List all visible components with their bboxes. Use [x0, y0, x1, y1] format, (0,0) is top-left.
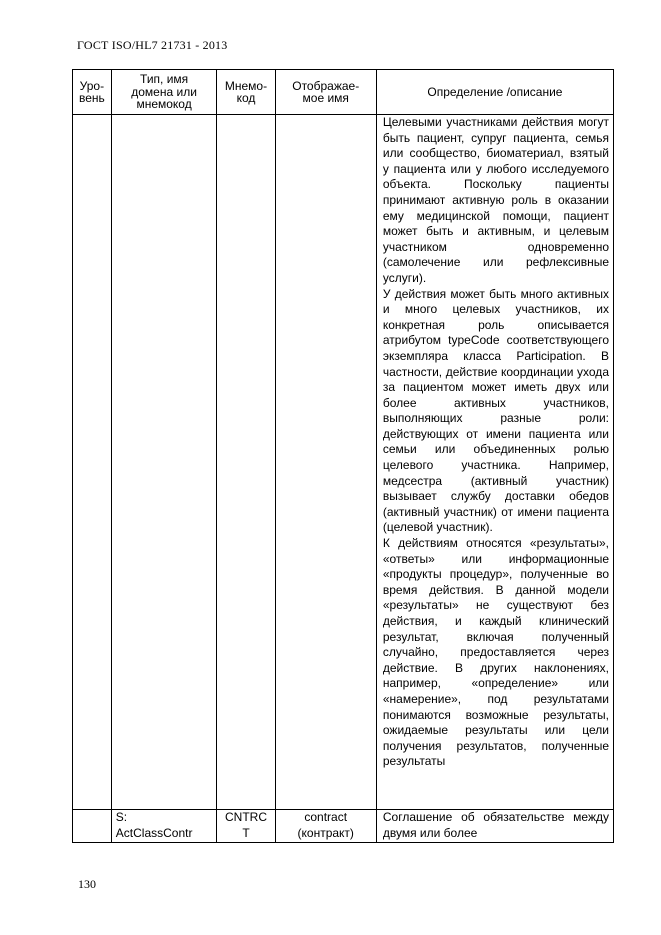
description-paragraph: К действиям относятся «результаты», «ответы» или информационные «продукты процедур», полученные во время действия. В данной модели «результаты» не существуют без действия, и каждый клинический результат, включая полученный случайно, предоставляется через действие. В других наклонениях, например, «определение» или «намерение», под результатами понимаются возможные результаты, ожидаемые результаты или цели получения результатов, полученные результаты [382, 536, 609, 769]
description-paragraph: Целевыми участниками действия могут быть пациент, супруг пациента, семья или сообщество, биоматериал, взятый у пациента или у любого исследуемого объекта. Поскольку пациенты принимают активную роль в оказании ему медицинской помощи, пациент может быть и активным, и целевым участником одновременно (самолечение или рефлексивные услуги). [382, 115, 609, 285]
page-number: 130 [78, 877, 96, 891]
table-header-row [73, 70, 614, 115]
header-level: Уро- вень [73, 70, 112, 115]
spec-table [72, 69, 614, 843]
document-header: ГОСТ ISO/HL7 21731 - 2013 [77, 38, 228, 52]
cell-display: contract (контракт) [275, 810, 376, 843]
header-definition: Определение /описание [376, 70, 613, 115]
table-row [73, 115, 614, 810]
cell-type [111, 115, 217, 810]
cell-type: S: ActClassContr [111, 810, 217, 843]
cell-level [73, 810, 112, 843]
header-mnemonic: Мнемо- код [217, 70, 275, 115]
cell-description [376, 115, 613, 810]
table-row [73, 810, 614, 843]
cell-description: Соглашение об обязательстве между двумя или более [376, 810, 613, 843]
cell-level [73, 115, 112, 810]
cell-mnemonic: CNTRC T [217, 810, 275, 843]
cell-mnemonic [217, 115, 275, 810]
description-paragraph: У действия может быть много активных и много целевых участников, их конкретная роль описывается атрибутом typeCode соответствующего экземпляра класса Participation. В частности, действие координации ухода за пациентом может иметь двух или более активных участников, выполняющих разные роли: действующих от имени пациента или семьи или объединенных ролью целевого участника. Например, медсестра (активный участник) вызывает службу доставки обедов (активный участник) от имени пациента (целевой участник). [382, 286, 609, 535]
header-type: Тип, имя домена или мнемокод [111, 70, 217, 115]
header-display-name: Отображае- мое имя [275, 70, 376, 115]
cell-display [275, 115, 376, 810]
